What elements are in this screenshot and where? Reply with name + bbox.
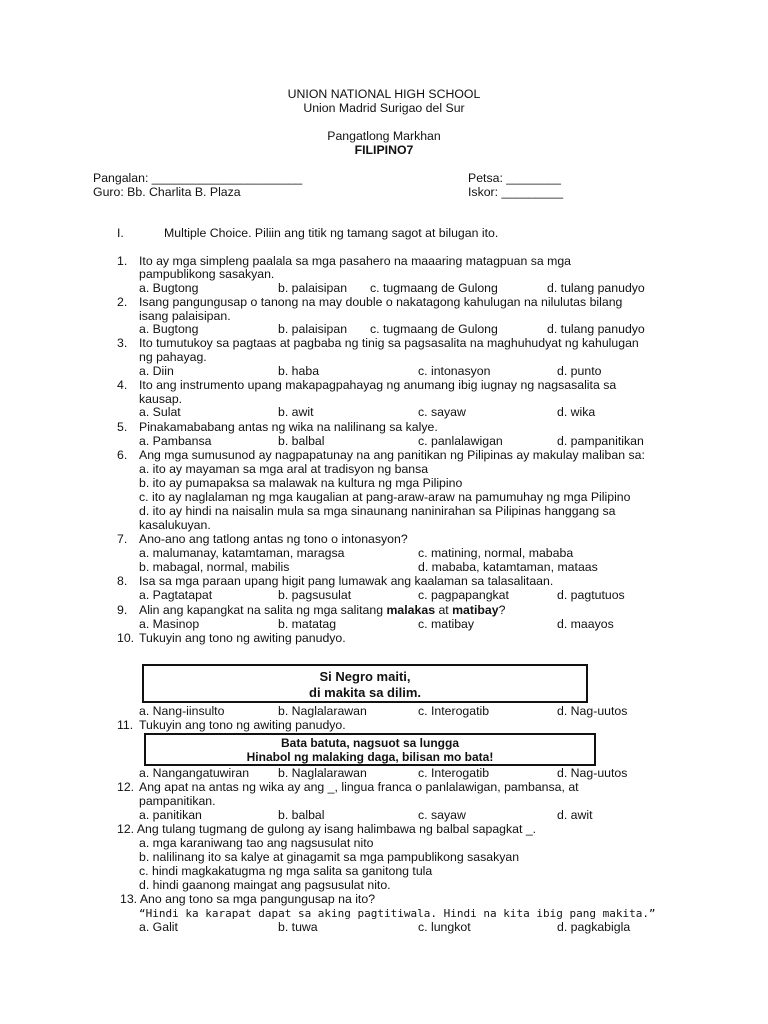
choice-c[interactable]: c. sayaw: [418, 808, 466, 822]
choices-row: [0, 588, 768, 603]
question-number: 1.: [117, 254, 128, 268]
question-text: Ito tumutukoy sa pagtaas at pagbaba ng tinig sa pagsasalita na maghuhudyat ng kahulugan: [139, 336, 639, 350]
question-text: Tukuyin ang tono ng awiting panudyo.: [139, 631, 346, 645]
choice-c[interactable]: c. hindi magkakatugma ng mga salita sa ganitong tula: [139, 864, 433, 878]
song-line-2: di makita sa dilim.: [309, 685, 421, 700]
question-text-mid: at: [435, 603, 453, 617]
choice-d[interactable]: d. pagkabigla: [557, 920, 631, 934]
question-text: Tukuyin ang tono ng awiting panudyo.: [139, 718, 346, 732]
choices-row: [0, 704, 768, 719]
choice-a[interactable]: a. Pambansa: [139, 434, 212, 448]
song-line-2: Hinabol ng malaking daga, bilisan mo bata!: [246, 750, 494, 764]
question-number: 3.: [117, 336, 128, 350]
question-text: Isang pangungusap o tanong na may double o nakatagong kahulugan na nilulutas bilang: [139, 295, 623, 309]
choice-a[interactable]: a. Nangangatuwiran: [139, 766, 250, 780]
choice-a[interactable]: a. mga karaniwang tao ang nagsusulat nito: [139, 836, 374, 850]
choice-d[interactable]: d. wika: [557, 405, 596, 419]
choice-c[interactable]: c. Interogatib: [418, 704, 490, 718]
choices-row: [0, 364, 768, 379]
choice-a[interactable]: a. Galit: [139, 920, 178, 934]
question-text-cont: ng pahayag.: [139, 350, 207, 364]
choice-d[interactable]: d. tulang panudyo: [547, 281, 645, 295]
question-number: 5.: [117, 420, 128, 434]
question-text-cont: pampublikong sasakyan.: [139, 267, 275, 281]
keyword-2: matibay: [452, 603, 499, 617]
choices-row: [0, 322, 768, 337]
choice-d[interactable]: d. punto: [557, 364, 602, 378]
choice-b[interactable]: b. Naglalarawan: [278, 766, 367, 780]
choice-d[interactable]: d. ito ay hindi na naisalin mula sa mga sinaunang naninirahan sa Pilipinas hanggang sa: [139, 504, 616, 518]
choice-d-cont: kasalukuyan.: [139, 518, 211, 532]
question-number: 8.: [117, 574, 128, 588]
choice-b[interactable]: b. ito ay pumapaksa sa malawak na kultura ng mga Pilipino: [139, 476, 463, 490]
choice-b[interactable]: b. nalilinang ito sa kalye at ginagamit sa mga pampublikong sasakyan: [139, 850, 520, 864]
choice-d[interactable]: d. awit: [557, 808, 593, 822]
song-line-1: Bata batuta, nagsuot sa lungga: [280, 736, 460, 750]
question-number: 11.: [117, 718, 134, 732]
choices-row: [0, 617, 768, 632]
song-box: [142, 664, 588, 703]
question-number: 4.: [117, 378, 128, 392]
choice-d[interactable]: d. Nag-uutos: [557, 766, 628, 780]
choices-row: [0, 546, 768, 561]
name-field-label: Pangalan: ______________________: [93, 171, 303, 185]
choice-b[interactable]: b. balbal: [278, 808, 325, 822]
question-number: 10.: [117, 631, 135, 645]
song-line-1: Si Negro maiti,: [319, 669, 411, 684]
choice-c[interactable]: c. matining, normal, mababa: [418, 546, 574, 560]
question-text: Ano-ano ang tatlong antas ng tono o intonasyon?: [139, 532, 408, 546]
choices-row: [0, 281, 768, 296]
question-text: Isa sa mga paraan upang higit pang lumawak ang kaalaman sa talasalitaan.: [139, 574, 554, 588]
choice-a[interactable]: a. Diin: [139, 364, 174, 378]
choice-c[interactable]: c. tugmaang de Gulong: [370, 281, 498, 295]
choice-d[interactable]: d. maayos: [557, 617, 614, 631]
choice-a[interactable]: a. Sulat: [139, 405, 181, 419]
song-box: [144, 733, 596, 766]
choice-c[interactable]: c. matibay: [418, 617, 475, 631]
choices-row: [0, 560, 768, 575]
choice-d[interactable]: d. Nag-uutos: [557, 704, 628, 718]
question-text: Ang apat na antas ng wika ay ang _, lingua franca o panlalawigan, pambansa, at: [139, 780, 579, 794]
choice-a[interactable]: a. Pagtatapat: [139, 588, 213, 602]
choice-d[interactable]: d. tulang panudyo: [547, 322, 645, 336]
choice-b[interactable]: b. balbal: [278, 434, 325, 448]
question-text: Pinakamababang antas ng wika na nalilinang sa kalye.: [139, 420, 438, 434]
question-number: 12.: [117, 780, 135, 794]
choice-b[interactable]: b. palaisipan: [278, 281, 348, 295]
question-text-cont: kausap.: [139, 392, 183, 406]
choice-c[interactable]: c. panlalawigan: [418, 434, 503, 448]
choice-c[interactable]: c. tugmaang de Gulong: [370, 322, 498, 336]
question-text: 12. Ang tulang tugmang de gulong ay isang halimbawa ng balbal sapagkat _.: [117, 822, 537, 836]
question-quote: “Hindi ka karapat dapat sa aking pagtitiwala. Hindi na kita ibig pang makita.”: [139, 907, 656, 920]
choices-row: [0, 808, 768, 823]
question-text-cont: isang palaisipan.: [139, 309, 231, 323]
school-address: Union Madrid Surigao del Sur: [303, 101, 465, 115]
choices-row: [0, 920, 768, 935]
choice-b[interactable]: b. awit: [278, 405, 314, 419]
question-text-cont: pampanitikan.: [139, 794, 216, 808]
choice-a[interactable]: a. ito ay mayaman sa mga aral at tradisyon ng bansa: [139, 462, 429, 476]
subject-title: FILIPINO7: [354, 143, 414, 157]
choice-a[interactable]: a. malumanay, katamtaman, maragsa: [139, 546, 345, 560]
choice-c[interactable]: c. ito ay naglalaman ng mga kaugalian at pang-araw-araw na pamumuhay ng mga Pilipino: [139, 490, 631, 504]
question-number: 9.: [117, 603, 128, 617]
choice-c[interactable]: c. intonasyon: [418, 364, 491, 378]
choice-d[interactable]: d. pampanitikan: [557, 434, 644, 448]
choice-d[interactable]: d. mababa, katamtaman, mataas: [418, 560, 598, 574]
teacher-label: Guro: Bb. Charlita B. Plaza: [93, 185, 241, 199]
choice-a[interactable]: a. panitikan: [139, 808, 202, 822]
quarter-title: Pangatlong Markhan: [327, 129, 441, 143]
question-text: Ang mga sumusunod ay nagpapatunay na ang panitikan ng Pilipinas ay makulay maliban sa:: [139, 448, 645, 462]
question-text-pre: Alin ang kapangkat na salita ng mga salitang: [139, 603, 387, 617]
question-text: Ito ay mga simpleng paalala sa mga pasahero na maaaring matagpuan sa mga: [139, 254, 572, 268]
question-text: [139, 603, 505, 618]
keyword-1: malakas: [386, 603, 436, 617]
choice-b[interactable]: b. mabagal, normal, mabilis: [139, 560, 290, 574]
choice-d[interactable]: d. hindi gaanong maingat ang pagsusulat nito.: [139, 878, 391, 892]
choices-row: [0, 434, 768, 449]
question-number: 6.: [117, 448, 128, 462]
choice-b[interactable]: b. tuwa: [278, 920, 318, 934]
choice-c[interactable]: c. Interogatib: [418, 766, 490, 780]
choice-a[interactable]: a. Nang-iinsulto: [139, 704, 225, 718]
choice-b[interactable]: b. haba: [278, 364, 320, 378]
section-number: I.: [117, 226, 124, 240]
choices-row: [0, 766, 768, 781]
choice-c[interactable]: c. pagpapangkat: [418, 588, 509, 602]
score-field-label: Iskor: _________: [468, 185, 564, 199]
choices-row: [0, 405, 768, 420]
choice-a[interactable]: a. Masinop: [139, 617, 200, 631]
choice-b[interactable]: b. pagsusulat: [278, 588, 352, 602]
question-text: Ito ang instrumento upang makapagpahayag ng anumang ibig iugnay ng nagsasalita sa: [139, 378, 617, 392]
choice-b[interactable]: b. matatag: [278, 617, 337, 631]
choice-b[interactable]: b. Naglalarawan: [278, 704, 367, 718]
choice-c[interactable]: c. sayaw: [418, 405, 466, 419]
question-text: 13. Ano ang tono sa mga pangungusap na ito?: [120, 892, 376, 906]
question-number: 7.: [117, 532, 128, 546]
choice-a[interactable]: a. Bugtong: [139, 322, 199, 336]
question-number: 2.: [117, 295, 128, 309]
school-name: UNION NATIONAL HIGH SCHOOL: [287, 87, 481, 101]
choice-d[interactable]: d. pagtutuos: [557, 588, 625, 602]
date-field-label: Petsa: ________: [468, 171, 561, 185]
choice-b[interactable]: b. palaisipan: [278, 322, 348, 336]
choice-c[interactable]: c. lungkot: [418, 920, 471, 934]
section-instructions: Multiple Choice. Piliin ang titik ng tamang sagot at bilugan ito.: [164, 226, 499, 240]
question-text-post: ?: [498, 603, 506, 617]
choice-a[interactable]: a. Bugtong: [139, 281, 199, 295]
